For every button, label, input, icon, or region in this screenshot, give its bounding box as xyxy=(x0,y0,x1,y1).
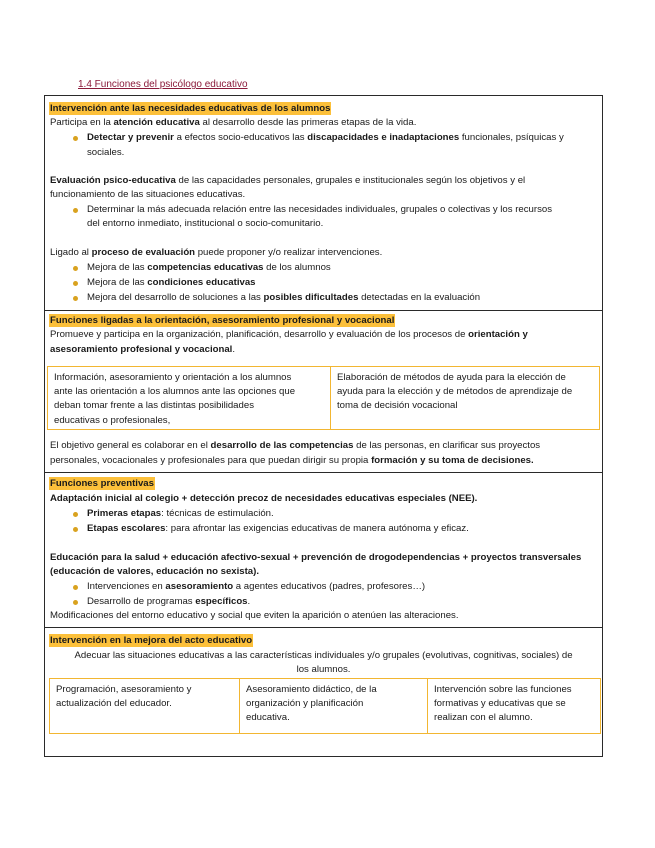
paragraph-continuation: funcionamiento de las situaciones educativas. xyxy=(50,189,246,200)
paragraph-continuation: personales, vocacionales y profesionales para que puedan dirigir su propia formación y su toma de decisiones. xyxy=(50,455,534,466)
paragraph: Educación para la salud + educación afectivo-sexual + prevención de drogodependencias + proyectos transversales xyxy=(50,552,582,563)
acto-educativo-boxes xyxy=(49,678,601,734)
list-item: Mejora de las competencias educativas de los alumnos xyxy=(87,261,331,275)
paragraph-continuation: los alumnos. xyxy=(296,664,351,675)
orientation-box-left: Información, asesoramiento y orientación a los alumnos ante las orientación a los alumnos ante las opciones que deban tomar frente a las distintas posibilidades educativas o profesionales, xyxy=(54,372,296,426)
list-item: Mejora de las condiciones educativas xyxy=(87,276,256,290)
paragraph: Adecuar las situaciones educativas a las características individuales y/o grupales (evolutivas, cognitivas, sociales) de xyxy=(74,650,573,661)
page-title: 1.4 Funciones del psicólogo educativo xyxy=(78,79,248,90)
paragraph: Evaluación psico-educativa de las capacidades personales, grupales e institucionales según los objetivos y el xyxy=(50,175,526,186)
orientation-box-right: Elaboración de métodos de ayuda para la elección de ayuda para la elección y de métodos de aprendizaje de toma de decisión vocacional xyxy=(330,367,599,429)
section-divider xyxy=(45,310,602,311)
content-frame xyxy=(44,95,603,757)
box-intervencion-funciones: Intervención sobre las funciones formativas y educativas que se realizan con el alumno. xyxy=(427,679,600,733)
paragraph-continuation: (educación de valores, educación no sexista). xyxy=(50,566,260,577)
section-heading: Funciones preventivas xyxy=(50,478,154,489)
section-heading: Intervención ante las necesidades educativas de los alumnos xyxy=(50,103,331,114)
list-item: Determinar la más adecuada relación entre las necesidades individuales, grupales o colectivas y los recursos xyxy=(87,203,552,217)
paragraph: Ligado al proceso de evaluación puede proponer y/o realizar intervenciones. xyxy=(50,247,383,258)
section-divider xyxy=(45,627,602,628)
box-asesoramiento-didactico: Asesoramiento didáctico, de la organización y planificación educativa. xyxy=(239,679,427,733)
paragraph: Promueve y participa en la organización, planificación, desarrollo y evaluación de los procesos de orientación y xyxy=(50,329,528,340)
list-item: Primeras etapas: técnicas de estimulación. xyxy=(87,507,274,521)
section-heading: Funciones ligadas a la orientación, asesoramiento profesional y vocacional xyxy=(50,315,395,326)
section-divider xyxy=(45,472,602,473)
paragraph-continuation: asesoramiento profesional y vocacional. xyxy=(50,344,236,355)
list-item: Mejora del desarrollo de soluciones a las posibles dificultades detectadas en la evaluación xyxy=(87,291,480,305)
orientation-boxes xyxy=(47,366,600,430)
list-item-continuation: del entorno inmediato, institucional o socio-comunitario. xyxy=(87,218,324,229)
paragraph: Modificaciones del entorno educativo y social que eviten la aparición o atenúen las alteraciones. xyxy=(50,610,459,621)
list-item: Intervenciones en asesoramiento a agentes educativos (padres, profesores…) xyxy=(87,580,425,594)
list-item: Desarrollo de programas específicos. xyxy=(87,595,250,609)
paragraph: Participa en la atención educativa al desarrollo desde las primeras etapas de la vida. xyxy=(50,117,417,128)
section-heading: Intervención en la mejora del acto educativo xyxy=(50,635,253,646)
list-item-continuation: sociales. xyxy=(87,147,125,158)
paragraph: Adaptación inicial al colegio + detección precoz de necesidades educativas especiales (NEE). xyxy=(50,493,478,504)
box-programacion: Programación, asesoramiento y actualización del educador. xyxy=(56,684,192,710)
paragraph: El objetivo general es colaborar en el desarrollo de las competencias de las personas, en clarificar sus proyectos xyxy=(50,440,541,451)
list-item: Etapas escolares: para afrontar las exigencias educativas de manera autónoma y eficaz. xyxy=(87,522,469,536)
list-item: Detectar y prevenir a efectos socio-educativos las discapacidades e inadaptaciones funcionales, psíquicas y xyxy=(87,131,564,145)
